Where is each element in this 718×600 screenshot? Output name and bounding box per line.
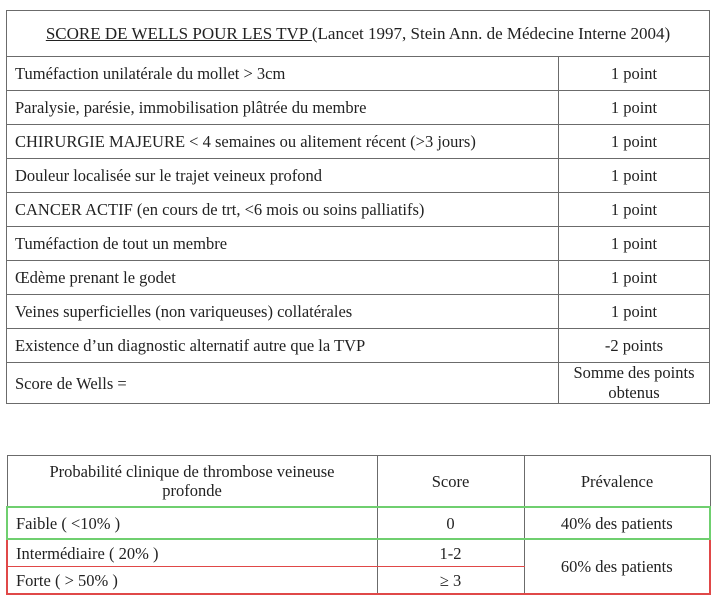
criterion-points: 1 point xyxy=(559,91,710,125)
probability-row-intermediaire xyxy=(7,539,710,567)
probability-row-faible xyxy=(7,507,710,539)
score-intermediaire: 1-2 xyxy=(377,539,524,567)
wells-score-table xyxy=(6,10,710,404)
criterion-row xyxy=(7,159,710,193)
score-forte: ≥ 3 xyxy=(377,567,524,595)
criterion-row xyxy=(7,193,710,227)
criterion-points: 1 point xyxy=(559,159,710,193)
prevalence-faible: 40% des patients xyxy=(524,507,710,539)
wells-title-row xyxy=(7,11,710,57)
criterion-points: 1 point xyxy=(559,57,710,91)
criterion-row xyxy=(7,227,710,261)
criterion-label: Paralysie, parésie, immobilisation plâtrée du membre xyxy=(7,91,559,125)
criterion-points: 1 point xyxy=(559,193,710,227)
total-value xyxy=(559,363,710,404)
criterion-label: CANCER ACTIF (en cours de trt, <6 mois ou soins palliatifs) xyxy=(7,193,559,227)
total-label: Score de Wells = xyxy=(7,363,559,404)
criterion-row xyxy=(7,261,710,295)
criterion-row xyxy=(7,57,710,91)
criterion-points: 1 point xyxy=(559,125,710,159)
criterion-points: 1 point xyxy=(559,227,710,261)
criterion-points: 1 point xyxy=(559,261,710,295)
criterion-label: Œdème prenant le godet xyxy=(7,261,559,295)
criterion-label: Existence d’un diagnostic alternatif autre que la TVP xyxy=(7,329,559,363)
wells-title-text: SCORE DE WELLS POUR LES TVP xyxy=(45,24,312,43)
criterion-row xyxy=(7,91,710,125)
wells-title-source: (Lancet 1997, Stein Ann. de Médecine Interne 2004) xyxy=(311,24,671,43)
probability-header-row xyxy=(7,456,710,508)
criterion-row xyxy=(7,329,710,363)
header-score: Score xyxy=(377,456,524,508)
total-value-line1: Somme des points xyxy=(573,363,695,382)
criterion-label: Tuméfaction de tout un membre xyxy=(7,227,559,261)
header-prevalence: Prévalence xyxy=(524,456,710,508)
score-faible: 0 xyxy=(377,507,524,539)
criterion-label: Veines superficielles (non variqueuses) collatérales xyxy=(7,295,559,329)
header-probability-line2: profonde xyxy=(162,481,222,500)
total-value-line2: obtenus xyxy=(608,383,660,402)
total-row xyxy=(7,363,710,404)
level-intermediaire: Intermédiaire ( 20% ) xyxy=(7,539,377,567)
level-forte: Forte ( > 50% ) xyxy=(7,567,377,595)
criterion-points: 1 point xyxy=(559,295,710,329)
criterion-points: -2 points xyxy=(559,329,710,363)
criterion-label: CHIRURGIE MAJEURE < 4 semaines ou alitement récent (>3 jours) xyxy=(7,125,559,159)
criterion-row xyxy=(7,295,710,329)
criterion-label: Tuméfaction unilatérale du mollet > 3cm xyxy=(7,57,559,91)
header-probability xyxy=(7,456,377,508)
criterion-row xyxy=(7,125,710,159)
criterion-label: Douleur localisée sur le trajet veineux profond xyxy=(7,159,559,193)
level-faible: Faible ( <10% ) xyxy=(7,507,377,539)
header-probability-line1: Probabilité clinique de thrombose veineuse xyxy=(49,462,335,481)
wells-title xyxy=(7,11,710,57)
probability-table xyxy=(6,455,711,595)
prevalence-merged: 60% des patients xyxy=(524,539,710,594)
